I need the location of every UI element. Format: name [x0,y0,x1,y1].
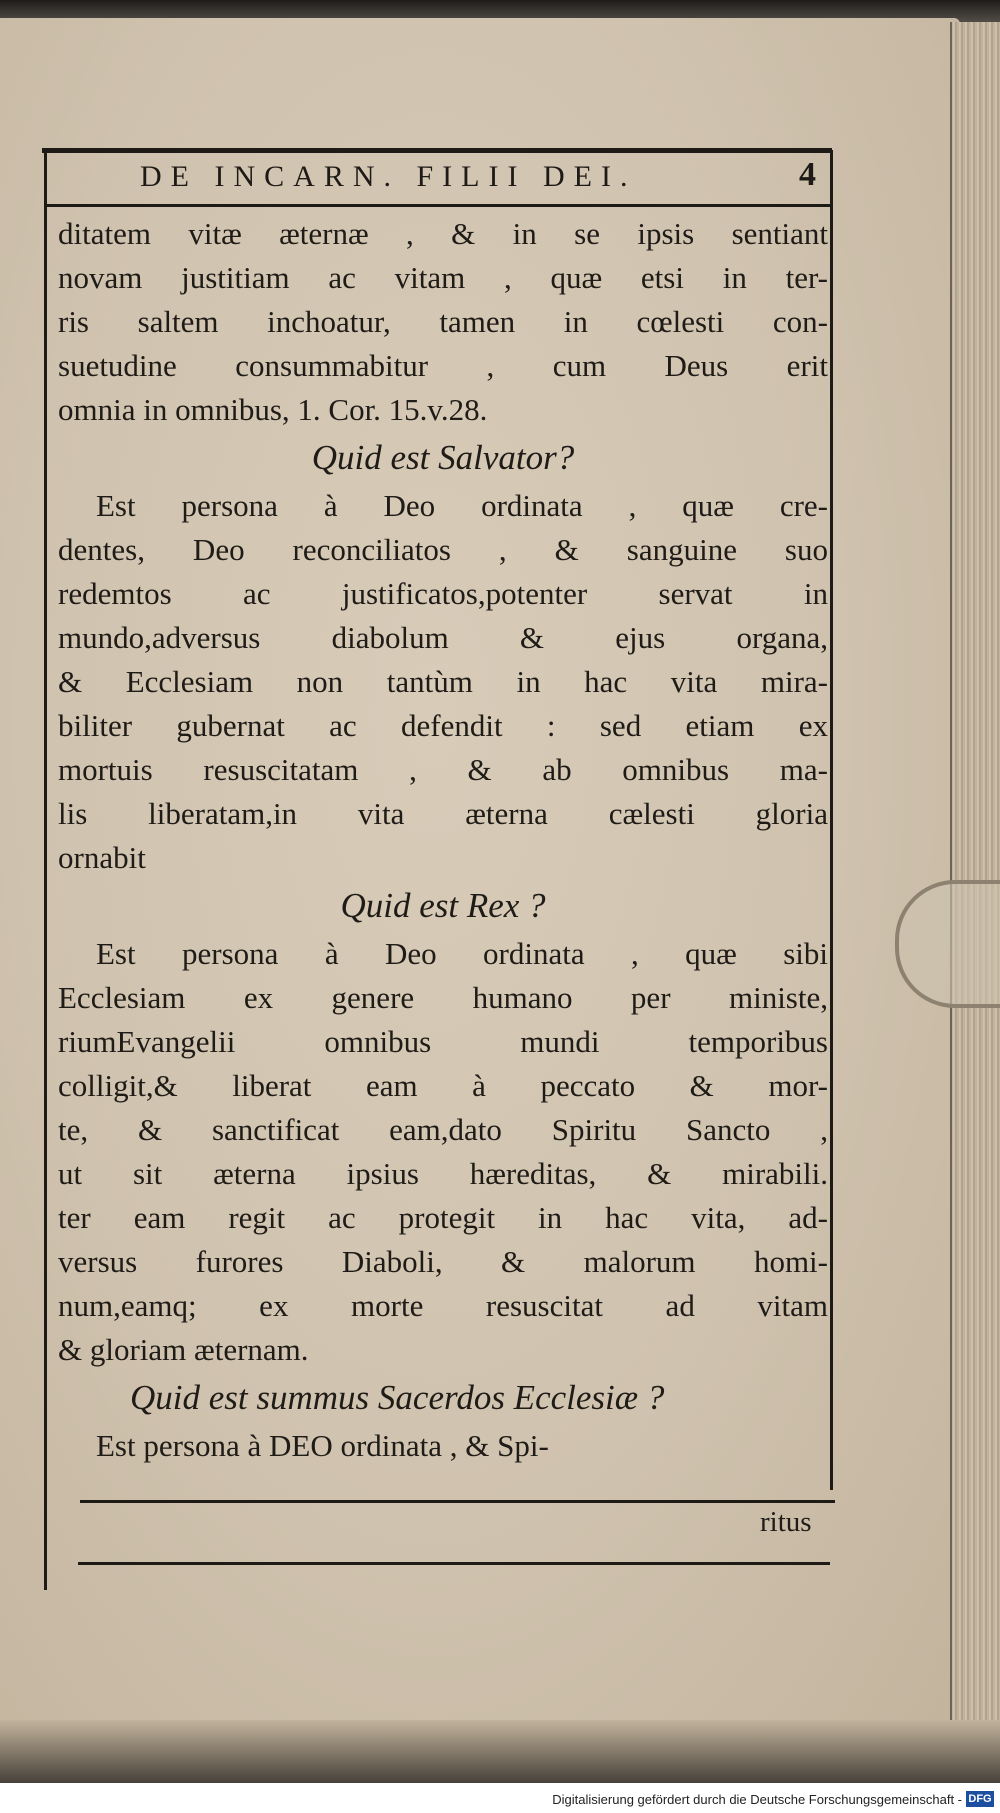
text-line: biliter gubernat ac defendit : sed etiam ex [58,708,828,743]
page-number: 4 [799,156,816,193]
frame-rule-top [42,148,832,153]
text-line: novam justitiam ac vitam , quæ etsi in ter- [58,260,828,295]
text-line: ris saltem inchoatur, tamen in cœlesti con- [58,304,828,339]
frame-rule-left [44,150,47,1590]
text-line: Est persona à Deo ordinata , quæ cre- [96,488,828,523]
page-text-block [58,212,828,1468]
frame-rule-right [830,150,833,1490]
frame-rule-bottom [80,1500,835,1503]
text-line: versus furores Diaboli, & malorum homi- [58,1244,828,1279]
footer-credit: Digitalisierung gefördert durch die Deutsche Forschungsgemeinschaft - [552,1792,962,1807]
book-clasp [895,880,1000,1008]
text-line: Est persona à Deo ordinata , quæ sibi [96,936,828,971]
text-line: te, & sanctificat eam,dato Spiritu Sancto , [58,1112,828,1147]
text-line: lis liberatam,in vita æterna cælesti gloria [58,796,828,831]
text-line: ter eam regit ac protegit in hac vita, ad- [58,1200,828,1235]
text-line: riumEvangelii omnibus mundi temporibus [58,1024,828,1059]
running-head-title: DE INCARN. FILII DEI. [140,160,637,193]
text-line: mundo,adversus diabolum & ejus organa, [58,620,828,655]
question-heading: Quid est Rex ? [340,886,546,925]
text-line: ditatem vitæ æternæ , & in se ipsis sentiant [58,216,828,251]
question-heading: Quid est Salvator? [311,438,575,477]
text-line: Est persona à DEO ordinata , & Spi- [96,1428,549,1463]
dfg-logo: DFG [966,1791,994,1807]
running-head [140,156,820,202]
catchword: ritus [760,1506,812,1538]
text-line: ut sit æterna ipsius hæreditas, & mirabili. [58,1156,828,1191]
text-line: dentes, Deo reconciliatos , & sanguine suo [58,532,828,567]
text-line: & gloriam æternam. [58,1332,309,1367]
page-bottom-shadow [0,1720,1000,1790]
text-line: omnia in omnibus, 1. Cor. 15.v.28. [58,392,488,427]
footer-bar [0,1783,1000,1813]
text-line: suetudine consummabitur , cum Deus erit [58,348,828,383]
text-line: Ecclesiam ex genere humano per ministe, [58,980,828,1015]
frame-rule-outer-bottom [78,1562,830,1565]
text-line: ornabit [58,840,146,875]
question-heading: Quid est summus Sacerdos Ecclesiæ ? [130,1378,665,1417]
text-line: num,eamq; ex morte resuscitat ad vitam [58,1288,828,1323]
text-line: colligit,& liberat eam à peccato & mor- [58,1068,828,1103]
frame-rule-head [46,204,832,207]
text-line: mortuis resuscitatam , & ab omnibus ma- [58,752,828,787]
text-line: redemtos ac justificatos,potenter servat in [58,576,828,611]
text-line: & Ecclesiam non tantùm in hac vita mira- [58,664,828,699]
